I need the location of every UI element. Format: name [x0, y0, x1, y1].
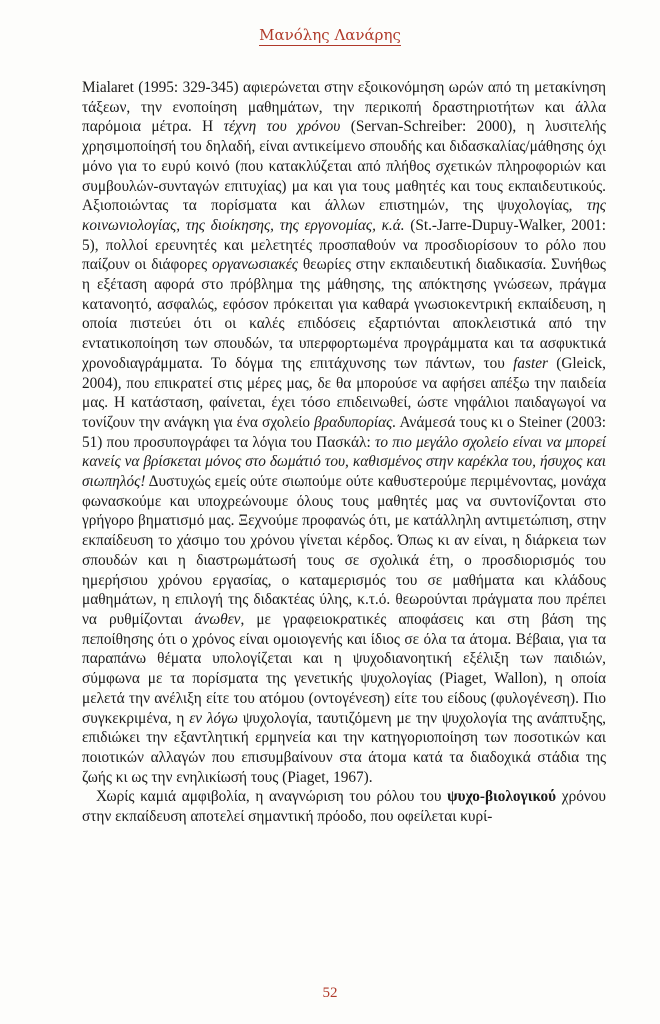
paragraph-continued [82, 78, 606, 787]
running-header [0, 26, 660, 44]
running-header-title: Μανόλης Λανάρης [259, 26, 401, 44]
text-run: χρόνου στην εκπαίδευση αποτελεί σημαντική πρόοδο, που οφείλεται κυρί- [82, 788, 606, 826]
text-run: ψυχολογία, ταυτιζόμενη με την ψυχολογία της ανάπτυξης, επιδιώκει την εξαντλητική ερμηνεία και την κατηγοριοποίηση των ποσοτικών και ποιοτικών αλλαγών που επισυμβαίνουν στα άτομα κατά τα διαδοχικά στάδια της ζωής κι ως την ενηλικίωσή τους (Piaget, 1967). [82, 709, 606, 786]
text-run: Mialaret (1995: 329-345) αφιερώνεται στην εξοικονόμηση ωρών από τη μετακίνηση τάξεων, την ενοποίηση μαθημάτων, την περικοπή δραστηριοτήτων και άλλα παρόμοια μέτρα. Η [82, 79, 606, 136]
italic-term: τέχνη του χρόνου [223, 118, 341, 136]
italic-quote: το πιο μεγάλο σχολείο είναι να μπορεί κανείς να βρίσκεται μόνος στο δωμάτιό του, καθισμένος στην καρέκλα του, ήσυχος και σιωπηλός! [82, 433, 606, 491]
italic-term: άνωθεν [194, 610, 241, 628]
italic-term: εν λόγω [189, 709, 238, 727]
text-run: Δυστυχώς εμείς ούτε σιωπούμε ούτε καθυστερούμε περιμένοντας, μονάχα φωνασκούμε και υποχρεώνουμε όλους τους μαθητές μας να συντονίζονται στο γρήγορο βηματισμό μας. Ξεχνούμε προφανώς ότι, με κατάλληλη αντιμετώπιση, στην εκπαίδευση το χάσιμο του χρόνου γίνεται κέρδος. Όπως κι αν είναι, η διάρκεια των σπουδών και η διαστρωμάτωσή τους σε σχολικά έτη, ο προσδιορισμός του ημερήσιου χρόνου εργασίας, ο καταμερισμός του σε μαθήματα και κλάδους μαθημάτων, η επιλογή της διδακτέας ύλης, κ.τ.ό. θεωρούνται πράγματα που πρέπει να ρυθμίζονται [82, 473, 606, 628]
text-run: (Servan-Schreiber: 2000), η λυσιτελής χρησιμοποίησή του δηλαδή, είναι αντικείμενο σπουδής και διδασκαλίας/μάθησης όχι μόνο για το ευρύ κοινό (που κατακλύζεται από πλήθος σχετικών πληροφοριών και συμβουλών-συνταγών επιτυχίας) μα και για τους μαθητές και τους εκπαιδευτικούς. Αξιοποιώντας τα πορίσματα και άλλων επιστημών, της ψυχολογίας, [82, 118, 606, 215]
text-run: (St.-Jarre-Dupuy-Walker, 2001: 5), πολλοί ερευνητές και μελετητές προσπαθούν να προσδιορίσουν το ρόλο που παίζουν οι διάφορες [82, 216, 607, 274]
text-run: θεωρίες στην εκπαιδευτική διαδικασία. Συνήθως η εξέταση αφορά στο πρόβλημα της μάθησης, της απόκτησης γνώσεων, πράγμα κατανοητό, ασφαλώς, εφόσον πρόκειται για καθαρά γνωσιοκεντρική εκπαίδευση, η οποία πιστεύει ότι οι καλές επιδόσεις εξαρτιόνται αποκλειστικά από την εντατικοποίηση των σπουδών, τα υπερφορτωμένα προγράμματα και τα ασφυκτικά χρονοδιαγράμματα. Το δόγμα της επιτάχυνσης των πάντων, του [82, 256, 606, 372]
italic-term: οργανωσιακές [211, 256, 298, 274]
text-run: Ανάμεσά τους κι ο Steiner (2003: 51) που προσυπογράφει τα λόγια του Πασκάλ: [82, 413, 606, 451]
bold-term: ψυχο-βιολογικού [447, 788, 557, 806]
italic-term: βραδυπορίας. [314, 413, 397, 431]
page-number: 52 [322, 985, 338, 1001]
italic-term: faster [513, 354, 548, 372]
italic-term: της κοινωνιολογίας, της διοίκησης, της εργονομίας, κ.ά. [82, 197, 606, 234]
body-text [82, 78, 606, 827]
paragraph-new [82, 787, 606, 826]
text-run: , με γραφειοκρατικές αποφάσεις και στη βάση της πεποίθησης ότι ο χρόνος είναι ομοιογενής και ίδιος σε όλα τα άτομα. Βέβαια, για τα παραπάνω θέματα υπολογίζεται και η ψυχοδιανοητική εξέλιξη των παιδιών, σύμφωνα με τα πορίσματα της γενετικής ψυχολογίας (Piaget, Wallon), η οποία μελετά την ανέλιξη είτε του ατόμου (οντογένεση) είτε του είδους (φυλογένεση). Πιο συγκεκριμένα, η [82, 610, 606, 727]
text-run: (Gleick, 2004), που επικρατεί στις μέρες μας, δε θα μπορούσε να αφήσει απέξω την παιδεία μας. Η κατάσταση, φαίνεται, έχει τόσο επιδεινωθεί, ώστε νηφάλιοι παιδαγωγοί να τονίζουν την ανάγκη για ένα σχολείο [82, 354, 606, 431]
text-run: Χωρίς καμιά αμφιβολία, η αναγνώριση του ρόλου του [96, 788, 448, 806]
